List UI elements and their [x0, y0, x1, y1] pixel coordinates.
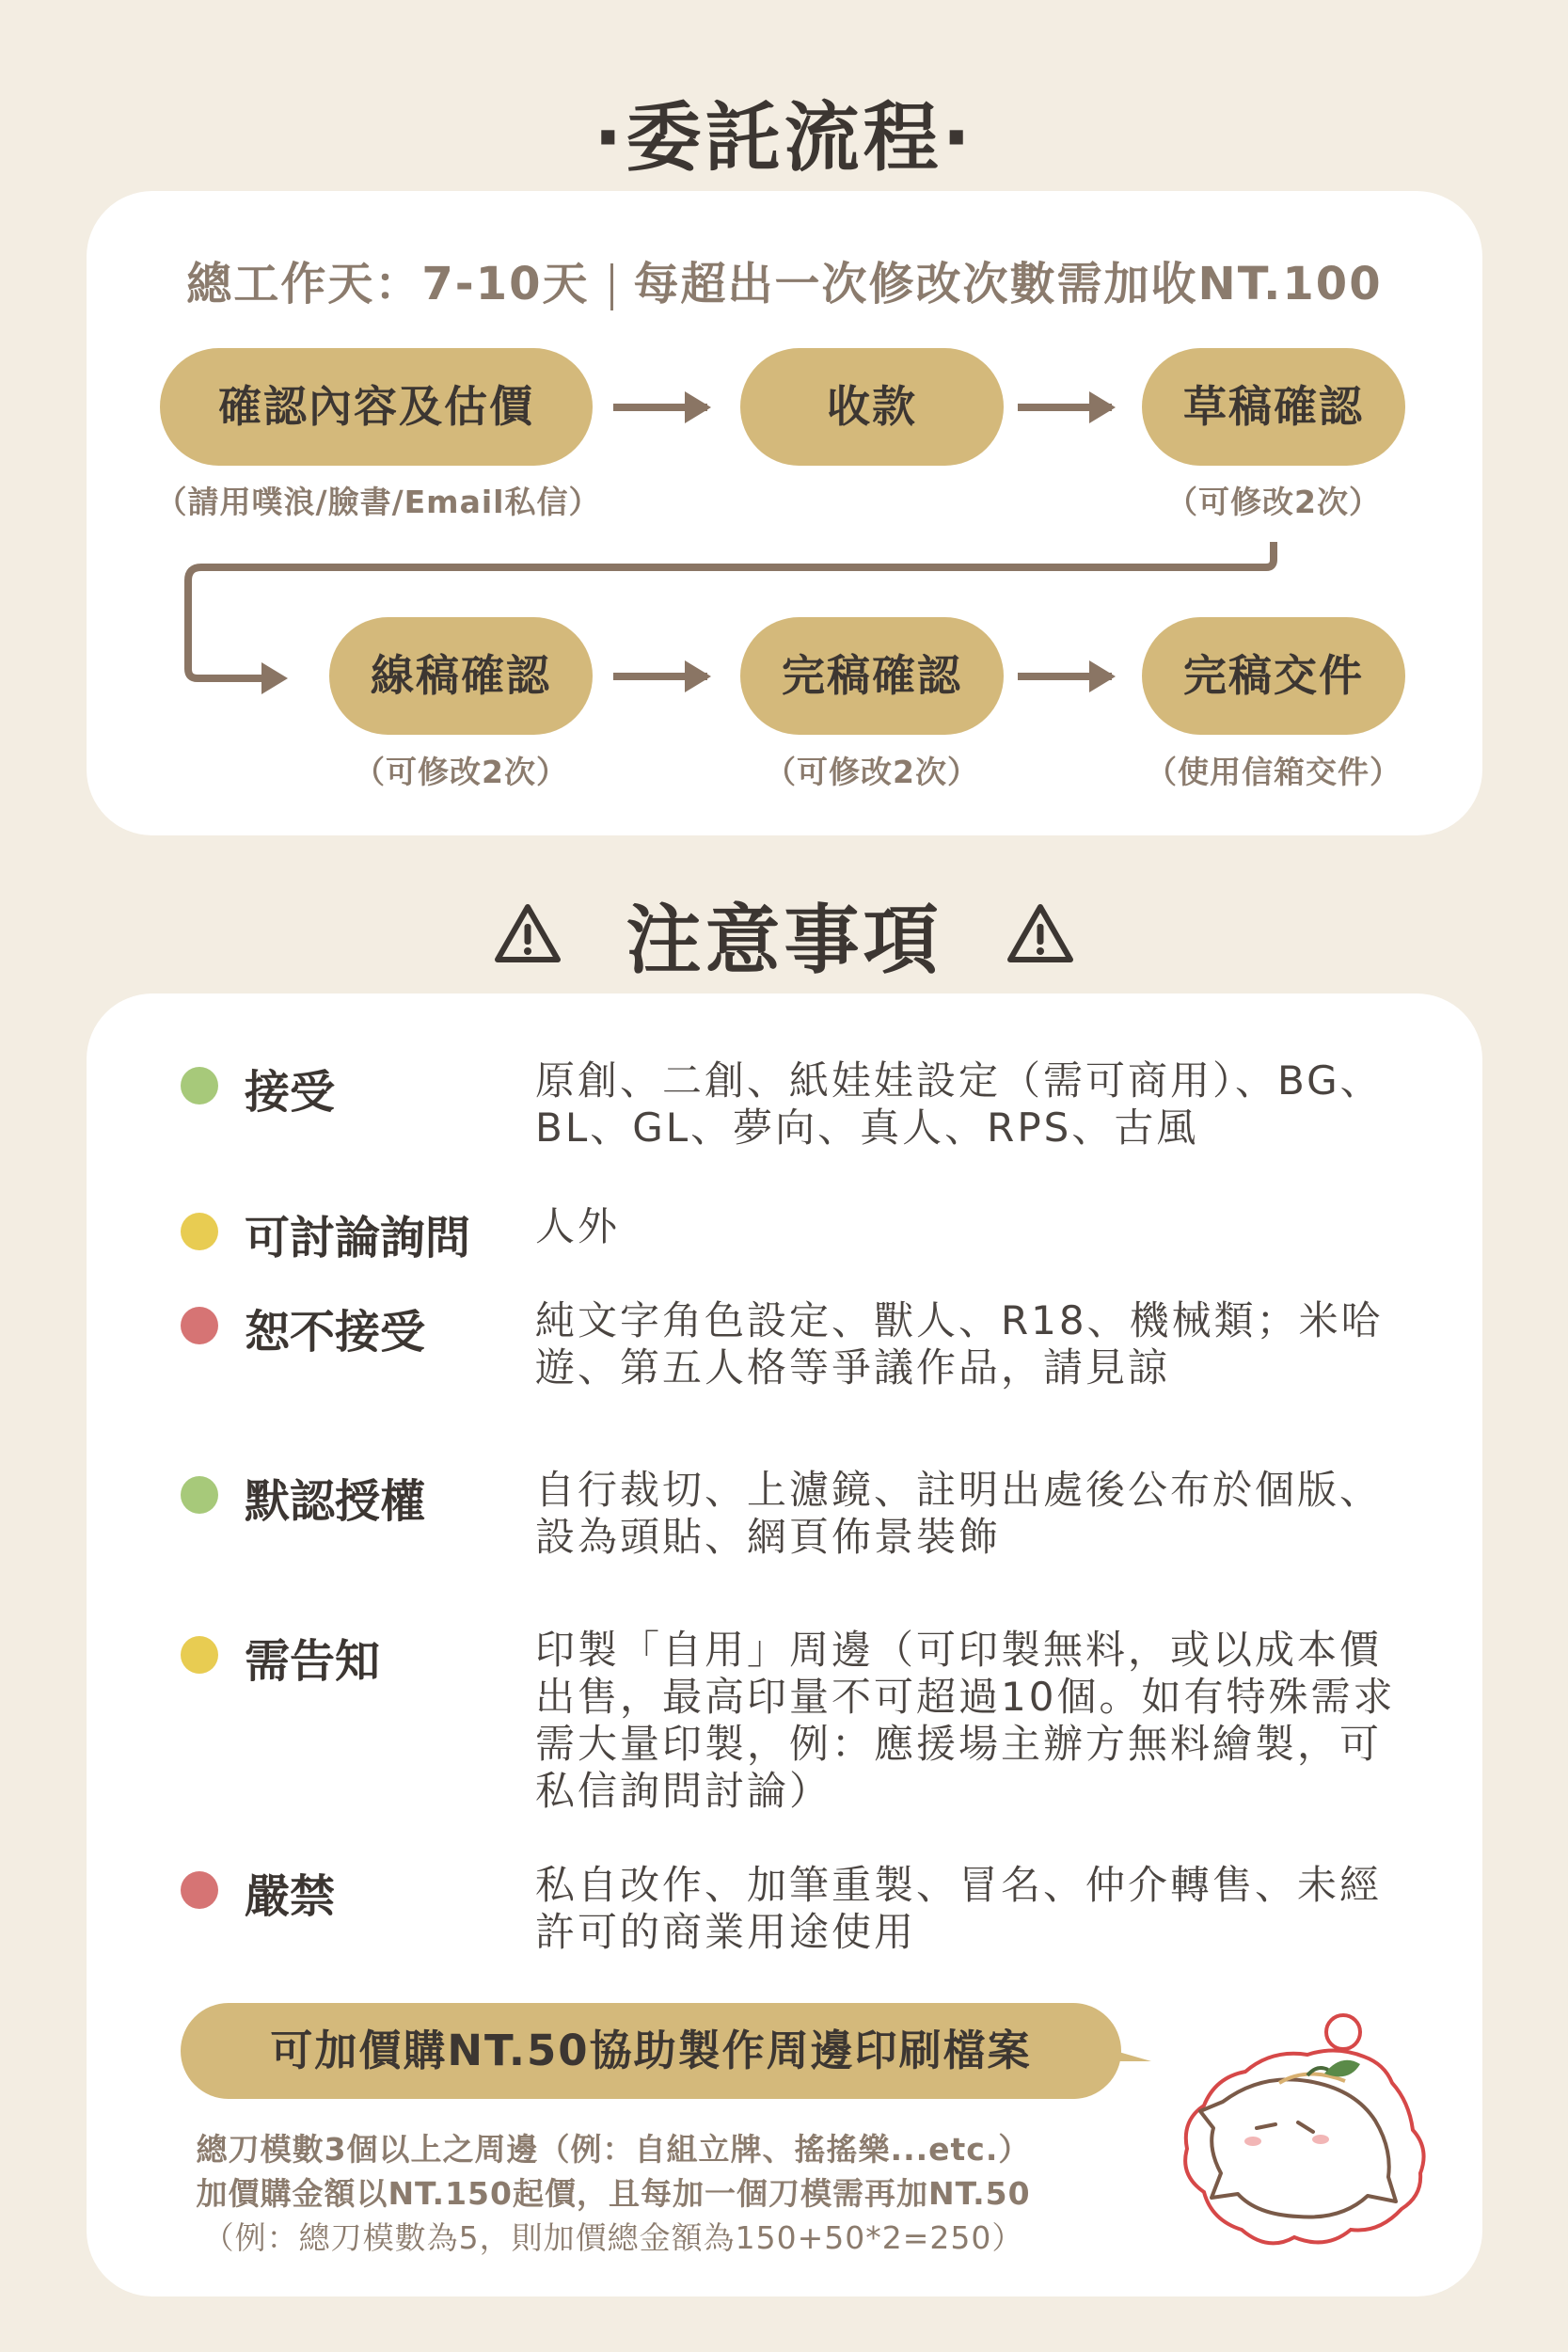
revision-fee: 每超出一次修改次數需加收NT.100: [633, 258, 1383, 310]
addon-bubble: 可加價購NT.50協助製作周邊印刷檔案: [181, 2003, 1121, 2099]
status-dot-red: [181, 1307, 218, 1344]
item-label-inform: 需告知: [245, 1635, 381, 1688]
step-delivery: 完稿交件: [1142, 617, 1405, 735]
item-label-discuss: 可討論詢問: [245, 1212, 471, 1264]
notice-title: [0, 880, 1568, 988]
step-confirm-content: 確認內容及估價: [160, 348, 593, 466]
item-desc-decline: 純文字角色設定、獸人、R18、機械類；米哈遊、第五人格等爭議作品，請見諒: [535, 1297, 1384, 1391]
item-label-accept: 接受: [245, 1066, 336, 1119]
status-dot-yellow: [181, 1636, 218, 1674]
item-desc-license: 自行裁切、上濾鏡、註明出處後公布於個版、設為頭貼、網頁佈景裝飾: [535, 1467, 1383, 1560]
status-dot-red: [181, 1871, 218, 1909]
notice-title-text: 注意事項: [626, 897, 942, 984]
addon-line-3: （例：總刀模數為5，則加價總金額為150+50*2=250）: [202, 2219, 1024, 2256]
arrow-icon: [1018, 673, 1112, 680]
step-final-note: （可修改2次）: [765, 754, 979, 790]
mascot-charm-icon: [1166, 2008, 1439, 2290]
process-title: ·委託流程·: [594, 94, 974, 182]
status-dot-yellow: [181, 1213, 218, 1250]
step-confirm-note: （請用噗浪/臉書/Email私信）: [155, 484, 601, 520]
step-delivery-note: （使用信箱交件）: [1146, 754, 1402, 790]
bubble-tail: [1102, 2047, 1151, 2061]
warning-icon: [493, 901, 562, 967]
item-desc-accept: 原創、二創、紙娃娃設定（需可商用）、BG、BL、GL、夢向、真人、RPS、古風: [535, 1057, 1383, 1151]
notice-card: [87, 993, 1482, 2296]
addon-line-2: 加價購金額以NT.150起價，且每加一個刀模需再加NT.50: [196, 2175, 1031, 2212]
status-dot-green: [181, 1067, 218, 1104]
step-sketch: 草稿確認: [1142, 348, 1405, 466]
step-lineart: 線稿確認: [329, 617, 593, 735]
step-payment: 收款: [740, 348, 1004, 466]
item-desc-forbidden: 私自改作、加筆重製、冒名、仲介轉售、未經許可的商業用途使用: [535, 1862, 1383, 1955]
item-label-forbidden: 嚴禁: [245, 1870, 336, 1923]
item-label-license: 默認授權: [245, 1475, 426, 1528]
addon-line-1: 總刀模數3個以上之周邊（例：自組立牌、搖搖樂...etc.）: [196, 2131, 1031, 2168]
step-lineart-note: （可修改2次）: [354, 754, 568, 790]
arrow-icon: [613, 673, 707, 680]
item-desc-discuss: 人外: [535, 1203, 621, 1249]
item-desc-inform: 印製「自用」周邊（可印製無料，或以成本價出售，最高印量不可超過10個。如有特殊需求需大量印製，例：應援場主辦方無料繪製，可私信詢問討論）: [535, 1627, 1396, 1814]
status-dot-green: [181, 1476, 218, 1514]
warning-icon: [1006, 901, 1075, 967]
flow-connector: [87, 191, 1482, 835]
total-workdays: 總工作天：7-10天: [186, 258, 590, 310]
item-label-decline: 恕不接受: [245, 1306, 426, 1359]
process-card: [87, 191, 1482, 835]
step-final: 完稿確認: [740, 617, 1004, 735]
step-sketch-note: （可修改2次）: [1166, 484, 1381, 520]
